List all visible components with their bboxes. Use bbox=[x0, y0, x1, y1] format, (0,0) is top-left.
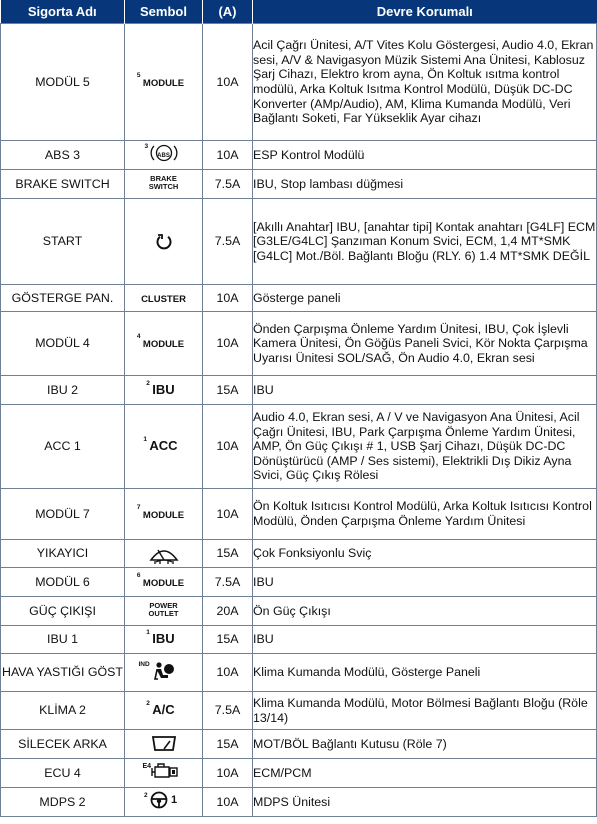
fuse-amperage: 7.5A bbox=[203, 199, 253, 285]
symbol-label: ABS bbox=[157, 153, 170, 160]
circuit-description: MDPS Ünitesi bbox=[253, 788, 597, 817]
fuse-amperage: 10A bbox=[203, 759, 253, 788]
fuse-name: YIKAYICI bbox=[1, 540, 125, 568]
symbol-label: IND bbox=[138, 660, 150, 668]
symbol-label: POWER OUTLET bbox=[148, 601, 179, 619]
module-icon bbox=[125, 312, 203, 376]
fuse-name: KLİMA 2 bbox=[1, 692, 125, 730]
fuse-name: IBU 2 bbox=[1, 376, 125, 405]
circuit-description: IBU, Stop lambası düğmesi bbox=[253, 170, 597, 199]
table-row bbox=[1, 540, 597, 568]
symbol-number: 5 bbox=[136, 71, 141, 79]
symbol-label: BRAKE SWITCH bbox=[148, 174, 179, 192]
fuse-name: GÖSTERGE PAN. bbox=[1, 285, 125, 312]
symbol-label: A/C bbox=[152, 702, 175, 718]
symbol-label: MODULE bbox=[142, 577, 185, 589]
table-row bbox=[1, 568, 597, 597]
fuse-amperage: 10A bbox=[203, 312, 253, 376]
table-row bbox=[1, 626, 597, 654]
cluster-icon bbox=[125, 285, 203, 312]
fuse-name: MODÜL 6 bbox=[1, 568, 125, 597]
header-amperage: (A) bbox=[203, 0, 253, 24]
circuit-description: IBU bbox=[253, 626, 597, 654]
fuse-amperage: 7.5A bbox=[203, 692, 253, 730]
header-row bbox=[1, 0, 597, 24]
start-icon bbox=[125, 199, 203, 285]
fuse-amperage: 15A bbox=[203, 540, 253, 568]
symbol-label: MODULE bbox=[142, 509, 185, 521]
fuse-name: GÜÇ ÇIKIŞI bbox=[1, 597, 125, 626]
fuse-amperage: 10A bbox=[203, 285, 253, 312]
symbol-number: 2 bbox=[143, 792, 148, 800]
symbol-label: IBU bbox=[152, 381, 175, 397]
symbol-number: 4 bbox=[136, 333, 141, 341]
circuit-description: Klima Kumanda Modülü, Motor Bölmesi Bağlantı Bloğu (Röle 13/14) bbox=[253, 692, 597, 730]
circuit-description: ESP Kontrol Modülü bbox=[253, 141, 597, 170]
symbol-label: IBU bbox=[152, 631, 175, 647]
airbag-icon bbox=[125, 654, 203, 692]
symbol-label: 1 bbox=[170, 793, 178, 806]
brake-switch-icon bbox=[125, 170, 203, 199]
table-row bbox=[1, 788, 597, 817]
table-row bbox=[1, 199, 597, 285]
table-row bbox=[1, 312, 597, 376]
circuit-description: Çok Fonksiyonlu Sviç bbox=[253, 540, 597, 568]
ac-icon bbox=[125, 692, 203, 730]
fuse-name: ACC 1 bbox=[1, 405, 125, 489]
table-row bbox=[1, 654, 597, 692]
circuit-description: Ön Güç Çıkışı bbox=[253, 597, 597, 626]
washer-icon bbox=[125, 540, 203, 568]
fuse-name: MODÜL 7 bbox=[1, 489, 125, 540]
symbol-number: 1 bbox=[143, 436, 148, 444]
circuit-description: Audio 4.0, Ekran sesi, A / V ve Navigasyon Ana Ünitesi, Acil Çağrı Ünitesi, IBU, Park Çarpışma Önleme Yardım Ünitesi, AMP, Ön Güç Çıkışı # 1, USB Şarj Cihazı, Düşük DC-DC Dönüştürücü (AMP / Ses sistemi), Elektrikli Dış Dikiz Ayna Svici, Güç Çıkış Rölesi bbox=[253, 405, 597, 489]
fuse-amperage: 10A bbox=[203, 141, 253, 170]
symbol-number: 7 bbox=[136, 503, 141, 511]
circuit-description: Önden Çarpışma Önleme Yardım Ünitesi, IBU, Çok İşlevli Kamera Ünitesi, Ön Göğüs Paneli Svici, Kör Nokta Çarpışma Uyarısı Ünitesi SOL/SAĞ, Ön Audio 4.0, Ekran sesi bbox=[253, 312, 597, 376]
table-row bbox=[1, 489, 597, 540]
symbol-label: MODULE bbox=[142, 339, 185, 351]
fuse-name: START bbox=[1, 199, 125, 285]
circuit-description: Ön Koltuk Isıtıcısı Kontrol Modülü, Arka Koltuk Isıtıcısı Kontrol Modülü, Önden Çarpışma Önleme Yardım Ünitesi bbox=[253, 489, 597, 540]
circuit-description: ECM/PCM bbox=[253, 759, 597, 788]
fuse-amperage: 7.5A bbox=[203, 170, 253, 199]
fuse-amperage: 7.5A bbox=[203, 568, 253, 597]
header-symbol: Sembol bbox=[125, 0, 203, 24]
symbol-number: 6 bbox=[136, 571, 141, 579]
fuse-amperage: 20A bbox=[203, 597, 253, 626]
circuit-description: Klima Kumanda Modülü, Gösterge Paneli bbox=[253, 654, 597, 692]
fuse-name: MDPS 2 bbox=[1, 788, 125, 817]
table-row bbox=[1, 285, 597, 312]
fuse-name: ECU 4 bbox=[1, 759, 125, 788]
symbol-number: 1 bbox=[146, 629, 150, 637]
symbol-label: CLUSTER bbox=[141, 293, 186, 305]
ibu-icon bbox=[125, 626, 203, 654]
symbol-number: 3 bbox=[144, 143, 149, 151]
circuit-description: Gösterge paneli bbox=[253, 285, 597, 312]
module-icon bbox=[125, 24, 203, 141]
fuse-name: HAVA YASTIĞI GÖST bbox=[1, 654, 125, 692]
header-fuse-name: Sigorta Adı bbox=[1, 0, 125, 24]
fuse-amperage: 15A bbox=[203, 376, 253, 405]
symbol-label: E4 bbox=[142, 763, 152, 771]
table-row bbox=[1, 759, 597, 788]
power-outlet-icon bbox=[125, 597, 203, 626]
circuit-description: IBU bbox=[253, 376, 597, 405]
symbol-label: ACC bbox=[149, 438, 178, 454]
fuse-amperage: 10A bbox=[203, 24, 253, 141]
fuse-amperage: 15A bbox=[203, 730, 253, 759]
circuit-description: MOT/BÖL Bağlantı Kutusu (Röle 7) bbox=[253, 730, 597, 759]
symbol-label: MODULE bbox=[142, 77, 185, 89]
fuse-amperage: 10A bbox=[203, 405, 253, 489]
fuse-amperage: 15A bbox=[203, 626, 253, 654]
fuse-name: MODÜL 5 bbox=[1, 24, 125, 141]
engine-icon bbox=[125, 759, 203, 788]
module-icon bbox=[125, 489, 203, 540]
table-row bbox=[1, 405, 597, 489]
table-row bbox=[1, 141, 597, 170]
circuit-description: IBU bbox=[253, 568, 597, 597]
table-row bbox=[1, 24, 597, 141]
module-icon bbox=[125, 568, 203, 597]
fuse-name: BRAKE SWITCH bbox=[1, 170, 125, 199]
rear-wiper-icon bbox=[125, 730, 203, 759]
header-circuit: Devre Korumalı bbox=[253, 0, 597, 24]
table-row bbox=[1, 730, 597, 759]
fuse-name: IBU 1 bbox=[1, 626, 125, 654]
fuse-name: SİLECEK ARKA bbox=[1, 730, 125, 759]
table-row bbox=[1, 692, 597, 730]
steering-wheel-icon bbox=[125, 788, 203, 817]
abs-icon bbox=[125, 141, 203, 170]
circuit-description: [Akıllı Anahtar] IBU, [anahtar tipi] Kontak anahtarı [G4LF] ECM [G3LE/G4LC] Şanzıman Konum Svici, ECM, 1,4 MT*SMK [G4LC] Mot./Böl. Bağlantı Bloğu (RLY. 6) 1.4 MT*SMK DEĞİL bbox=[253, 199, 597, 285]
symbol-number: 2 bbox=[146, 379, 150, 387]
fuse-name: ABS 3 bbox=[1, 141, 125, 170]
table-row bbox=[1, 170, 597, 199]
fuse-amperage: 10A bbox=[203, 654, 253, 692]
table-row bbox=[1, 376, 597, 405]
symbol-number: 2 bbox=[146, 700, 150, 708]
fuse-name: MODÜL 4 bbox=[1, 312, 125, 376]
table-row bbox=[1, 597, 597, 626]
fuse-amperage: 10A bbox=[203, 489, 253, 540]
ibu-icon bbox=[125, 376, 203, 405]
circuit-description: Acil Çağrı Ünitesi, A/T Vites Kolu Göstergesi, Audio 4.0, Ekran sesi, A/V & Navigasyon Müzik Sistemi Ana Ünitesi, Kablosuz Şarj Cihazı, Elektro krom ayna, Ön Koltuk ısıtma kontrol modülü, Arka Koltuk Isıtma Kontrol Modülü, Düşük DC-DC Konverter (AMp/Audio), AM, Klima Kumanda Modülü, Veri Bağlantı Soketi, Far Yükseklik Ayar cihazı bbox=[253, 24, 597, 141]
fuse-amperage: 10A bbox=[203, 788, 253, 817]
acc-icon bbox=[125, 405, 203, 489]
